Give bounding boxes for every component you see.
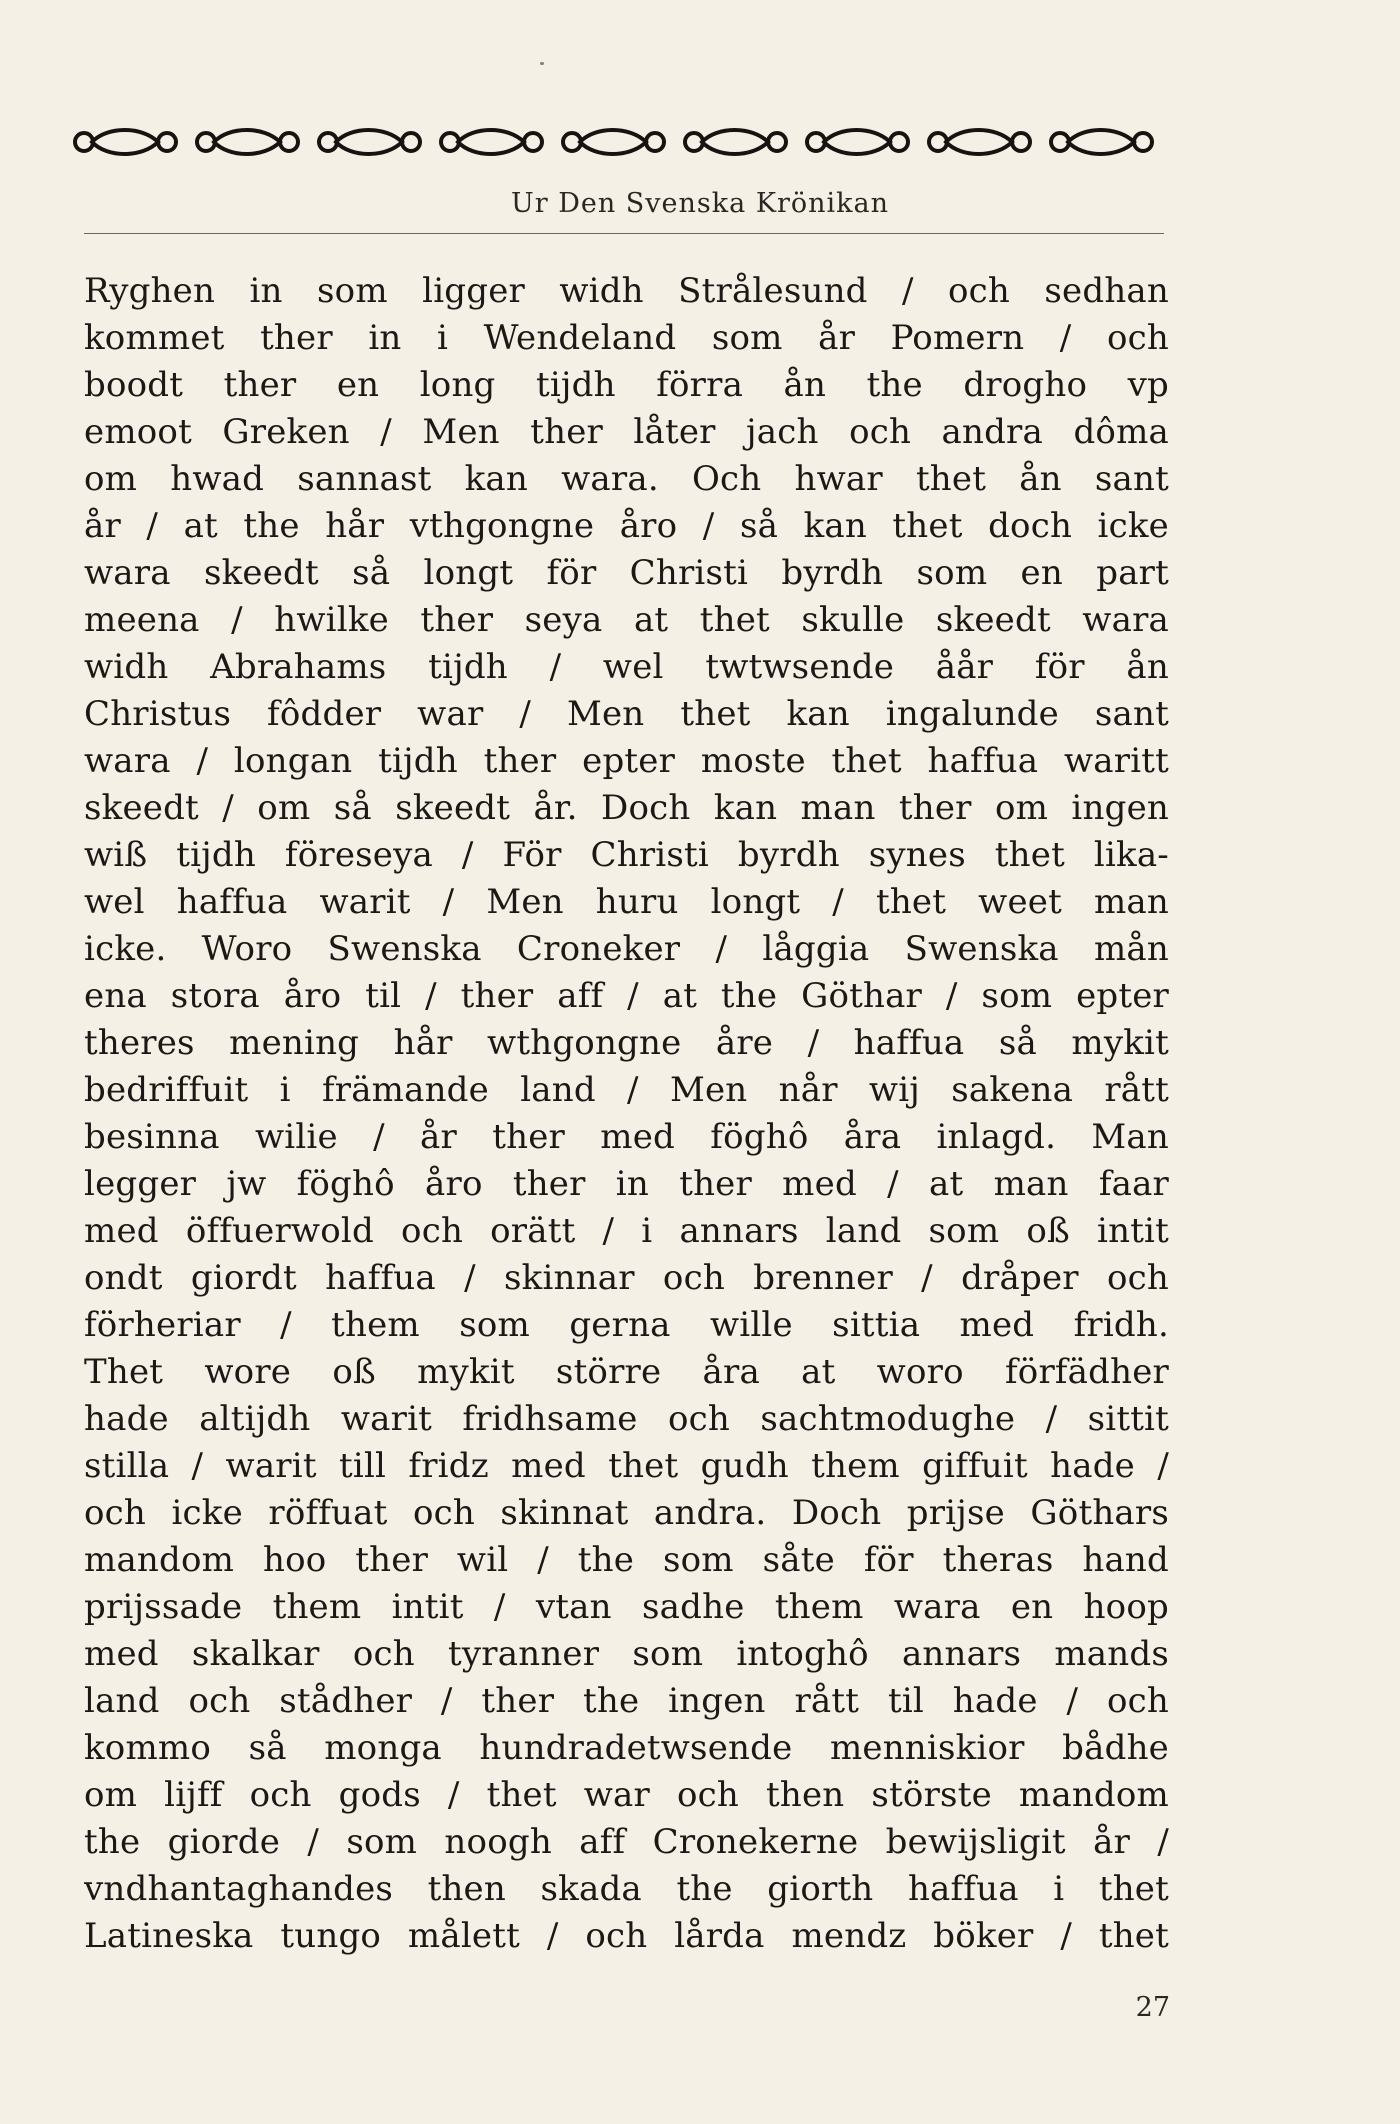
text-line: wara / longan tijdh ther epter moste thet haffua waritt: [84, 741, 1169, 781]
text-line: ena stora åro til / ther aff / at the Göthar / som epter: [84, 976, 1169, 1016]
text-line: widh Abrahams tijdh / wel twtwsende åår för ån: [84, 647, 1169, 687]
text-line: wara skeedt så longt för Christi byrdh som en part: [84, 553, 1169, 593]
text-line: Ryghen in som ligger widh Strålesund / och sedhan: [84, 271, 1169, 311]
text-line: om lijff och gods / thet war och then störste mandom: [84, 1775, 1169, 1815]
text-line: kommet ther in i Wendeland som år Pomern / och: [84, 318, 1169, 358]
text-line: kommo så monga hundradetwsende menniskior bådhe: [84, 1728, 1169, 1768]
text-line: wiß tijdh föreseya / För Christi byrdh synes thet lika-: [84, 835, 1169, 875]
text-line: med öffuerwold och orätt / i annars land som oß intit: [84, 1211, 1169, 1251]
text-line: Christus fôdder war / Men thet kan ingalunde sant: [84, 694, 1169, 734]
text-line: om hwad sannast kan wara. Och hwar thet ån sant: [84, 459, 1169, 499]
text-line: the giorde / som noogh aff Cronekerne bewijsligit år /: [84, 1822, 1169, 1862]
text-line: theres mening hår wthgongne åre / haffua så mykit: [84, 1023, 1169, 1063]
text-line: emoot Greken / Men ther låter jach och andra dôma: [84, 412, 1169, 452]
ornament-link-2: [197, 130, 298, 154]
ornament-link-9: [1051, 130, 1152, 154]
text-line: mandom hoo ther wil / the som såte för theras hand: [84, 1540, 1169, 1580]
running-head: Ur Den Svenska Krönikan: [510, 188, 890, 219]
ornamental-border-band: [72, 120, 1172, 164]
text-line: Latineska tungo målett / och lårda mendz böker / thet: [84, 1916, 1169, 1956]
ornament-link-1: [75, 130, 176, 154]
text-line: wel haffua warit / Men huru longt / thet weet man: [84, 882, 1169, 922]
text-line: vndhantaghandes then skada the giorth haffua i thet: [84, 1869, 1169, 1909]
text-line: icke. Woro Swenska Croneker / låggia Swenska mån: [84, 929, 1169, 969]
text-line: boodt ther en long tijdh förra ån the drogho vp: [84, 365, 1169, 405]
text-line: förheriar / them som gerna wille sittia med fridh.: [84, 1305, 1169, 1345]
ornament-link-7: [807, 130, 908, 154]
text-line: bedriffuit i främande land / Men når wij sakena rått: [84, 1070, 1169, 1110]
body-text: [84, 268, 1169, 1960]
header-rule: [84, 233, 1164, 234]
print-speck: [540, 62, 544, 65]
text-line: land och stådher / ther the ingen rått til hade / och: [84, 1681, 1169, 1721]
ornament-link-5: [563, 130, 664, 154]
text-line: skeedt / om så skeedt år. Doch kan man ther om ingen: [84, 788, 1169, 828]
ornament-link-8: [929, 130, 1030, 154]
text-line: år / at the hår vthgongne åro / så kan thet doch icke: [84, 506, 1169, 546]
ornament-link-4: [441, 130, 542, 154]
text-line: besinna wilie / år ther med föghô åra inlagd. Man: [84, 1117, 1169, 1157]
page-number: 27: [1135, 1992, 1170, 2023]
text-line: meena / hwilke ther seya at thet skulle skeedt wara: [84, 600, 1169, 640]
text-line: ondt giordt haffua / skinnar och brenner / dråper och: [84, 1258, 1169, 1298]
text-line: och icke röffuat och skinnat andra. Doch prijse Göthars: [84, 1493, 1169, 1533]
text-line: legger jw föghô åro ther in ther med / at man faar: [84, 1164, 1169, 1204]
text-line: med skalkar och tyranner som intoghô annars mands: [84, 1634, 1169, 1674]
ornament-link-3: [319, 130, 420, 154]
text-line: stilla / warit till fridz med thet gudh them giffuit hade /: [84, 1446, 1169, 1486]
text-line: hade altijdh warit fridhsame och sachtmodughe / sittit: [84, 1399, 1169, 1439]
text-line: prijssade them intit / vtan sadhe them wara en hoop: [84, 1587, 1169, 1627]
text-line: Thet wore oß mykit större åra at woro förfädher: [84, 1352, 1169, 1392]
ornament-link-6: [685, 130, 786, 154]
